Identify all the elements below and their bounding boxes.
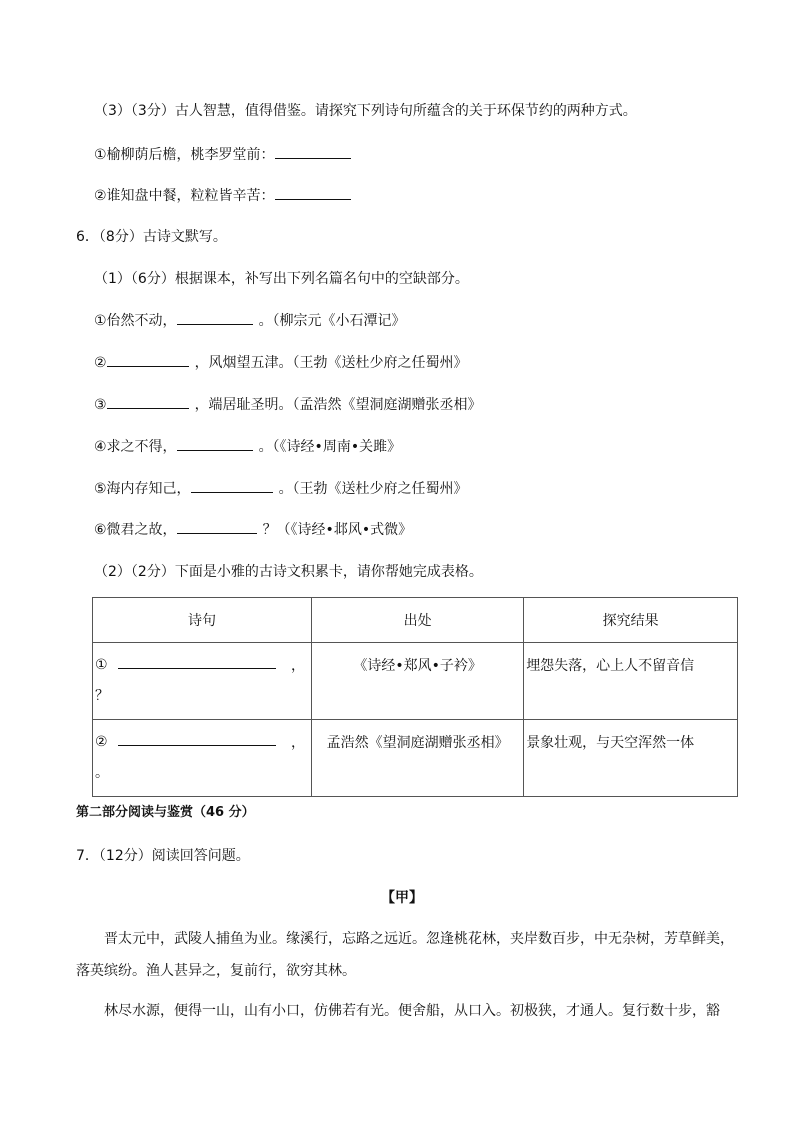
q5-3-item-2 xyxy=(94,186,351,205)
result-text: 埋怨失落，心上人不留音信 xyxy=(526,658,695,674)
recitation-item-before: ② xyxy=(94,355,107,371)
source-text: 孟浩然《望洞庭湖赠张丞相》 xyxy=(326,735,509,751)
answer-blank[interactable] xyxy=(107,353,189,367)
q5-3-item-2-text: ②谁知盘中餐，粒粒皆辛苦： xyxy=(94,188,275,204)
q5-3-item-1-text: ①榆柳荫后檐，桃李罗堂前： xyxy=(94,147,275,163)
q6-heading xyxy=(76,228,227,246)
q5-3-heading xyxy=(94,102,637,120)
passage-text: 落英缤纷。渔人甚异之，复前行，欲穷其林。 xyxy=(76,963,356,979)
passage-paragraph-1-line-2 xyxy=(76,962,356,980)
source-text: 《诗经•郑风•子衿》 xyxy=(353,658,482,674)
table-row xyxy=(93,643,738,720)
poem-line-entry xyxy=(95,732,276,750)
answer-blank[interactable] xyxy=(191,479,273,493)
answer-blank[interactable] xyxy=(118,732,276,746)
row-end-punctuation: 。 xyxy=(95,765,109,781)
row-number: ① xyxy=(95,657,108,673)
row-number: ② xyxy=(95,734,108,750)
answer-blank[interactable] xyxy=(177,437,253,451)
recitation-item-after: 。（柳宗元《小石潭记》 xyxy=(258,313,406,329)
recitation-item-after: 。（《诗经•周南•关雎》 xyxy=(258,439,402,455)
poem-line-cell xyxy=(93,720,312,797)
answer-blank[interactable] xyxy=(107,395,189,409)
poem-line-entry xyxy=(95,655,276,673)
recitation-item-4 xyxy=(94,437,401,456)
answer-blank[interactable] xyxy=(275,145,351,159)
recitation-item-2 xyxy=(94,353,468,372)
row-end-punctuation: ？ xyxy=(95,688,109,704)
q6-part1-heading-text: （1）（6分）根据课本，补写出下列名篇名句中的空缺部分。 xyxy=(94,271,469,287)
q6-part1-heading xyxy=(94,270,469,288)
recitation-item-after: 。（王勃《送杜少府之任蜀州》 xyxy=(278,481,468,497)
accumulation-table xyxy=(92,597,738,797)
answer-blank[interactable] xyxy=(118,655,276,669)
header-result: 探究结果 xyxy=(524,598,738,643)
recitation-item-after: ，端居耻圣明。（孟浩然《望洞庭湖赠张丞相》 xyxy=(194,397,482,413)
table-header-row xyxy=(93,598,738,643)
recitation-item-after: ，风烟望五津。（王勃《送杜少府之任蜀州》 xyxy=(194,355,468,371)
result-cell xyxy=(524,643,738,720)
recitation-item-before: ④求之不得， xyxy=(94,439,177,455)
passage-paragraph-1-line-1 xyxy=(104,930,734,948)
q6-part2-heading-text: （2）（2分）下面是小雅的古诗文积累卡，请你帮她完成表格。 xyxy=(94,564,483,580)
recitation-item-after: ？（《诗经•邶风•式微》 xyxy=(262,522,413,538)
header-source: 出处 xyxy=(312,598,524,643)
q5-3-item-1 xyxy=(94,145,351,164)
q6-heading-text: 6．（8分）古诗文默写。 xyxy=(76,229,227,245)
part-two-heading-text: 第二部分阅读与鉴赏（46 分） xyxy=(76,805,255,820)
recitation-item-before: ⑤海内存知己， xyxy=(94,481,191,497)
recitation-item-before: ①佁然不动， xyxy=(94,313,177,329)
answer-blank[interactable] xyxy=(275,186,351,200)
q5-3-heading-text: （3）（3分）古人智慧，值得借鉴。请探究下列诗句所蕴含的关于环保节约的两种方式。 xyxy=(94,103,637,119)
result-text: 景象壮观，与天空浑然一体 xyxy=(526,735,695,751)
recitation-item-6 xyxy=(94,520,412,539)
recitation-item-before: ⑥微君之故， xyxy=(94,522,177,538)
recitation-item-1 xyxy=(94,311,406,330)
q7-heading xyxy=(76,847,250,865)
part-two-heading xyxy=(76,804,255,822)
passage-paragraph-2-line-1 xyxy=(104,1002,720,1020)
source-cell xyxy=(312,720,524,797)
row-comma: ， xyxy=(291,658,306,674)
header-poem-line: 诗句 xyxy=(93,598,312,643)
passage-text: 晋太元中，武陵人捕鱼为业。缘溪行，忘路之远近。忽逢桃花林，夹岸数百步，中无杂树，芳草鲜美， xyxy=(104,931,734,947)
result-cell xyxy=(524,720,738,797)
passage-section-title xyxy=(381,889,423,907)
answer-blank[interactable] xyxy=(177,520,257,534)
recitation-item-5 xyxy=(94,479,468,498)
q6-part2-heading xyxy=(94,563,483,581)
passage-section-title-text: 【甲】 xyxy=(381,890,423,906)
recitation-item-before: ③ xyxy=(94,397,107,413)
passage-text: 林尽水源，便得一山，山有小口，仿佛若有光。便舍船，从口入。初极狭，才通人。复行数十步，豁 xyxy=(104,1003,720,1019)
recitation-item-3 xyxy=(94,395,482,414)
row-comma: ， xyxy=(291,735,306,751)
q7-heading-text: 7．（12分）阅读回答问题。 xyxy=(76,848,250,864)
table-row xyxy=(93,720,738,797)
source-cell xyxy=(312,643,524,720)
answer-blank[interactable] xyxy=(177,311,253,325)
poem-line-cell xyxy=(93,643,312,720)
